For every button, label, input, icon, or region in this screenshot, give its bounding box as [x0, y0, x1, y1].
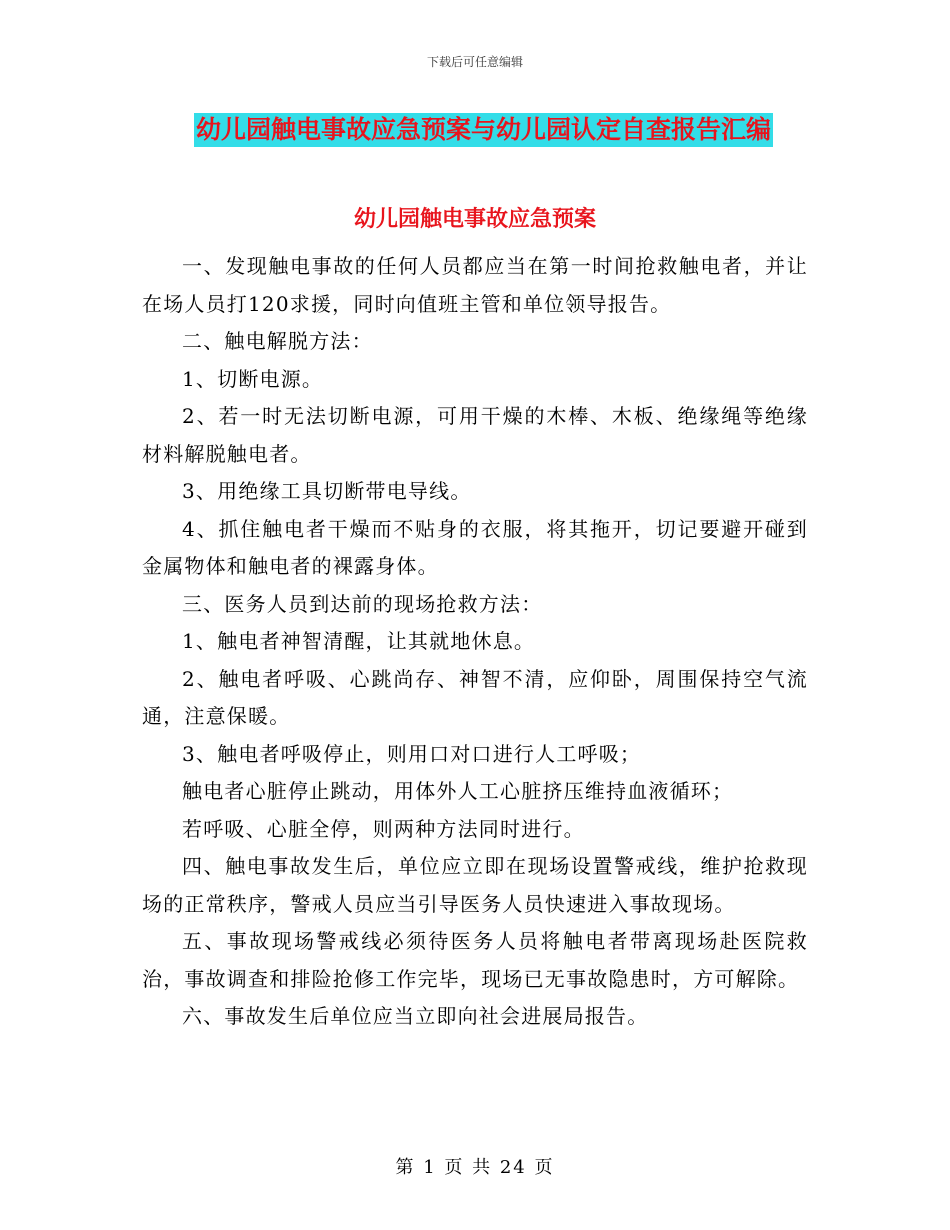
page-header-note: 下载后可任意编辑 — [426, 55, 523, 69]
document-body — [142, 248, 808, 1036]
paragraph: 触电者心脏停止跳动，用体外人工心脏挤压维持血液循环； — [182, 779, 734, 803]
section-title: 幼儿园触电事故应急预案 — [353, 207, 596, 232]
paragraph: 3、触电者呼吸停止，则用口对口进行人工呼吸； — [182, 741, 642, 766]
document-title-container — [194, 113, 773, 147]
paragraph: 2、若一时无法切断电源，可用干燥的木棒、木板、绝缘绳等绝缘材料解脱触电者。 — [142, 404, 808, 466]
paragraph: 六、事故发生后单位应当立即向社会进展局报告。 — [182, 1004, 649, 1028]
paragraph: 2、触电者呼吸、心跳尚存、神智不清，应仰卧，周围保持空气流通，注意保暖。 — [142, 666, 808, 728]
paragraph: 三、医务人员到达前的现场抢救方法： — [182, 591, 543, 616]
paragraph: 若呼吸、心脏全停，则两种方法同时进行。 — [182, 816, 585, 841]
paragraph: 3、用绝缘工具切断带电导线。 — [182, 479, 472, 503]
paragraph: 二、触电解脱方法： — [182, 329, 373, 353]
document-title: 幼儿园触电事故应急预案与幼儿园认定自查报告汇编 — [194, 113, 773, 147]
paragraph: 一、发现触电事故的任何人员都应当在第一时间抢救触电者，并让在场人员打120求援，同时向值班主管和单位领导报告。 — [142, 254, 808, 316]
paragraph: 五、事故现场警戒线必须待医务人员将触电者带离现场赴医院救治，事故调查和排险抢修工作完毕，现场已无事故隐患时，方可解除。 — [142, 929, 808, 991]
page-number-footer: 第 1 页 共 24 页 — [395, 1157, 555, 1178]
paragraph: 4、抓住触电者干燥而不贴身的衣服，将其拖开，切记要避开碰到金属物体和触电者的裸露身体。 — [142, 516, 808, 578]
paragraph: 1、触电者神智清醒，让其就地休息。 — [182, 629, 536, 653]
paragraph: 四、触电事故发生后，单位应立即在现场设置警戒线，维护抢救现场的正常秩序，警戒人员应当引导医务人员快速进入事故现场。 — [142, 854, 808, 916]
paragraph: 1、切断电源。 — [182, 366, 324, 391]
